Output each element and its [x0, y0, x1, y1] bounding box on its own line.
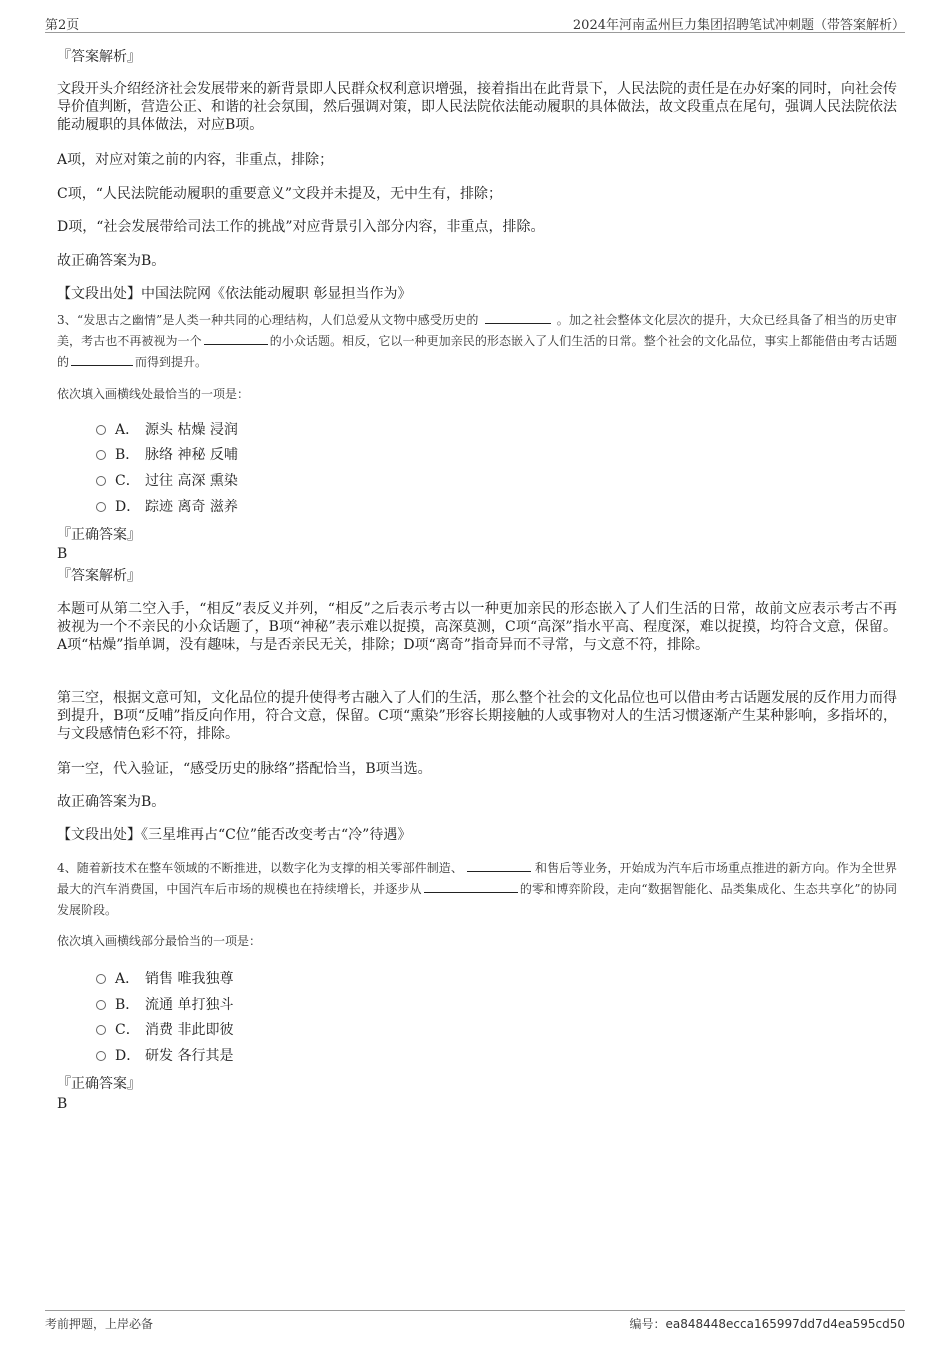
q3-stem-part: 而得到提升。	[135, 355, 208, 369]
q4-option-a[interactable]	[96, 969, 233, 989]
q2-analysis-p3: C项，“人民法院能动履职的重要意义”文段并未提及，无中生有，排除；	[57, 186, 503, 202]
q4-stem-part: 4、随着新技术在整车领域的不断推进，以数字化为支撑的相关零部件制造、	[57, 861, 463, 875]
document-title: 2024年河南孟州巨力集团招聘笔试冲刺题（带答案解析）	[572, 18, 905, 33]
option-text: 踪迹 离奇 滋养	[145, 499, 238, 515]
option-key: D．	[115, 499, 141, 515]
q3-blank-3	[71, 353, 133, 366]
option-key: A．	[115, 971, 140, 987]
q3-option-d[interactable]	[96, 497, 238, 517]
radio-icon[interactable]	[96, 1000, 106, 1010]
footer-code-value: ea848448ecca165997dd7d4ea595cd50	[665, 1317, 905, 1331]
q4-answer-label: 『正确答案』	[57, 1076, 141, 1092]
q4-stem-part: 和售后等业务，开始成为汽车后市场重点推进的新方向。作为全世界最大的汽车消费国，中国汽车后市场的规模也在持续增长，并逐步从	[57, 861, 897, 896]
radio-icon[interactable]	[96, 974, 106, 984]
radio-icon[interactable]	[96, 1025, 106, 1035]
option-key: A．	[115, 422, 140, 438]
option-text: 流通 单打独斗	[145, 997, 234, 1013]
q3-prompt: 依次填入画横线处最恰当的一项是：	[57, 387, 250, 401]
option-text: 销售 唯我独尊	[145, 971, 234, 987]
option-text: 研发 各行其是	[145, 1048, 234, 1064]
option-key: C．	[115, 473, 140, 489]
q2-analysis-p4: D项，“社会发展带给司法工作的挑战”对应背景引入部分内容，非重点，排除。	[57, 219, 545, 235]
radio-icon[interactable]	[96, 425, 106, 435]
option-key: D．	[115, 1048, 141, 1064]
q2-source-text: 中国法院网《依法能动履职 彰显担当作为》	[141, 286, 412, 302]
footer-code	[629, 1315, 905, 1332]
page-header	[45, 12, 905, 33]
q3-analysis-p4: 故正确答案为B。	[57, 794, 166, 810]
q3-stem	[57, 310, 897, 373]
q3-analysis-p1: 本题可从第二空入手，“相反”表反义并列，“相反”之后表示考古以一种更加亲民的形态嵌入了人们生活的日常，故前文应表示考古不再被视为一个不亲民的小众话题了，B项“神秘”表示难以捉摸，高深莫测，C项“高深”指水平高、程度深，难以捉摸，均符合文意，保留。A项“枯燥”指单调，没有趣味，与是否亲民无关，排除；D项“离奇”指奇异而不寻常，与文意不符，排除。	[57, 601, 897, 653]
option-text: 过往 高深 熏染	[145, 473, 238, 489]
q3-source-text: 《三星堆再占“C位”能否改变考古“冷”待遇》	[141, 827, 412, 843]
radio-icon[interactable]	[96, 1051, 106, 1061]
q4-option-c[interactable]	[96, 1020, 233, 1040]
q2-source	[57, 284, 897, 304]
q4-option-d[interactable]	[96, 1046, 233, 1066]
q3-stem-part: 的小众话题。相反，它以一种更加亲民的形态嵌入了人们生活的日常。整个社会的文化品位，事实上都能借由考古话题的	[57, 334, 897, 369]
option-text: 源头 枯燥 浸润	[145, 422, 238, 438]
option-key: B．	[115, 997, 140, 1013]
q3-option-c[interactable]	[96, 471, 238, 491]
q4-prompt: 依次填入画横线部分最恰当的一项是：	[57, 934, 262, 948]
option-key: C．	[115, 1022, 140, 1038]
q4-blank-1	[467, 859, 531, 872]
footer-code-label: 编号：	[629, 1317, 666, 1331]
q3-stem-part: 。加之社会整体文化层次的提升，大众已经具备了相当的历史审美，考古也不再被视为一个	[57, 313, 897, 348]
q2-source-label: 【文段出处】	[57, 286, 141, 302]
radio-icon[interactable]	[96, 502, 106, 512]
q3-option-b[interactable]	[96, 445, 238, 465]
q3-answer: B	[57, 546, 68, 562]
q2-analysis-p5: 故正确答案为B。	[57, 253, 166, 269]
q4-option-b[interactable]	[96, 995, 233, 1015]
q2-analysis-p1: 文段开头介绍经济社会发展带来的新背景即人民群众权利意识增强，接着指出在此背景下，人民法院的责任是在办好案的同时，向社会传导价值判断，营造公正、和谐的社会氛围，然后强调对策，即人民法院依法能动履职的具体做法，故文段重点在尾句，强调人民法院依法能动履职的具体做法，对应B项。	[57, 81, 897, 133]
q3-analysis-p3: 第一空，代入验证，“感受历史的脉络”搭配恰当，B项当选。	[57, 761, 432, 777]
q4-blank-2	[424, 880, 518, 893]
q4-stem-part: 的零和博弈阶段，走向“数据智能化、品类集成化、生态共享化”的协同发展阶段。	[57, 882, 897, 917]
q2-analysis-label: 『答案解析』	[57, 49, 141, 65]
q3-source-label: 【文段出处】	[57, 827, 141, 843]
q3-option-a[interactable]	[96, 420, 238, 440]
q3-source	[57, 825, 897, 845]
option-text: 脉络 神秘 反哺	[145, 447, 238, 463]
q3-stem-part: 3、“发思古之幽情”是人类一种共同的心理结构，人们总爱从文物中感受历史的	[57, 313, 479, 327]
radio-icon[interactable]	[96, 476, 106, 486]
q3-analysis-label: 『答案解析』	[57, 568, 141, 584]
q2-analysis-p2: A项，对应对策之前的内容，非重点，排除；	[57, 152, 334, 168]
q3-answer-label: 『正确答案』	[57, 527, 141, 543]
footer-slogan: 考前押题，上岸必备	[45, 1317, 154, 1331]
q4-stem	[57, 858, 897, 921]
page-number: 第2页	[45, 18, 80, 33]
q3-blank-2	[204, 332, 268, 345]
page-footer	[45, 1310, 905, 1333]
q3-analysis-p2: 第三空，根据文意可知，文化品位的提升使得考古融入了人们的生活，那么整个社会的文化品位也可以借由考古话题发展的反作用力而得到提升，B项“反哺”指反向作用，符合文意，保留。C项“熏染”形容长期接触的人或事物对人的生活习惯逐渐产生某种影响，多指坏的，与文段感情色彩不符，排除。	[57, 690, 897, 742]
option-key: B．	[115, 447, 140, 463]
q3-blank-1	[485, 311, 551, 324]
q4-answer: B	[57, 1096, 68, 1112]
radio-icon[interactable]	[96, 450, 106, 460]
option-text: 消费 非此即彼	[145, 1022, 234, 1038]
